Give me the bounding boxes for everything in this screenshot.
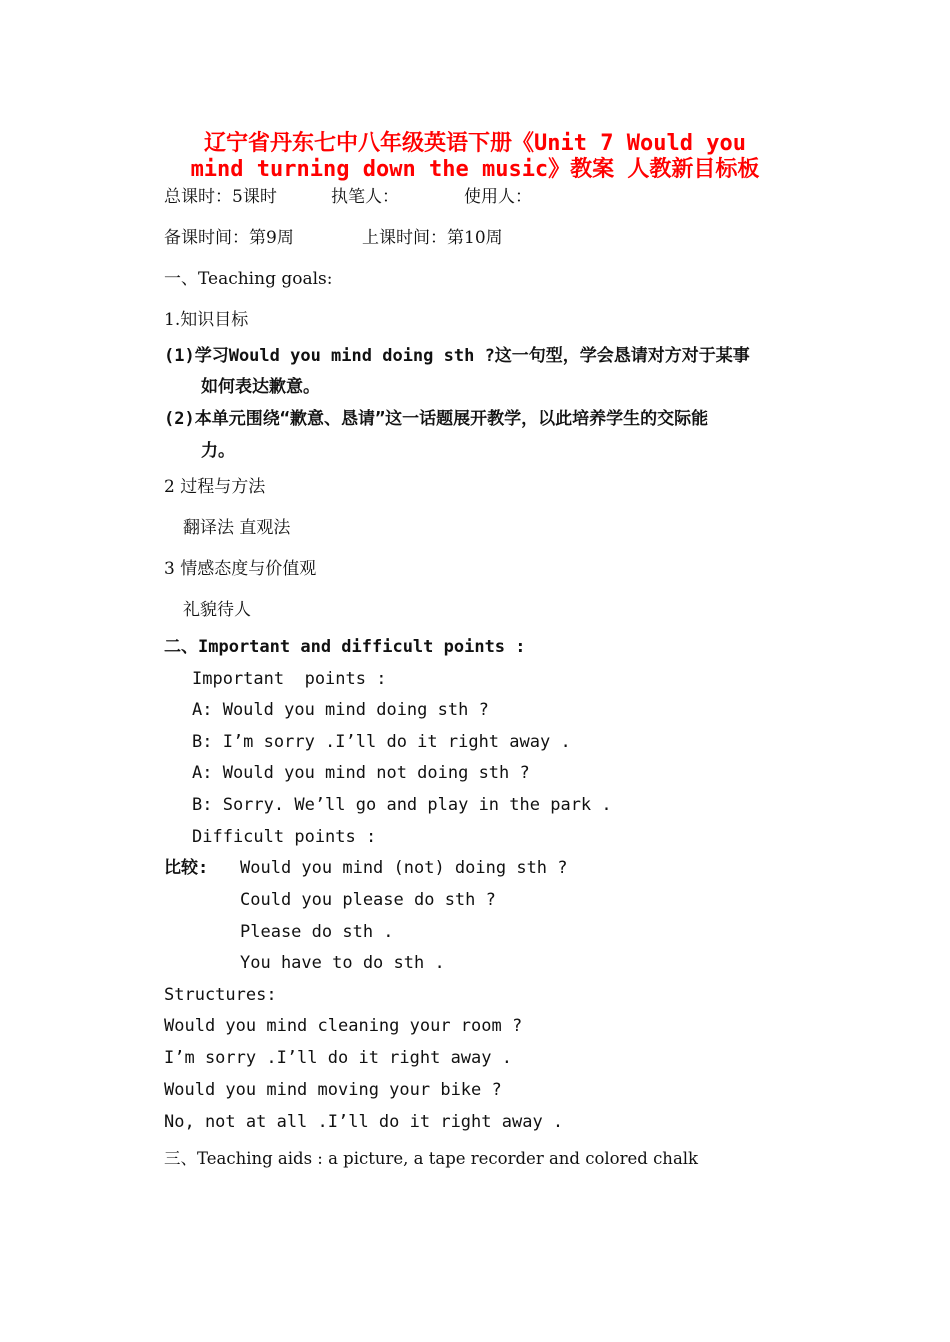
process-method-text: 翻译法 直观法 [183, 518, 291, 538]
structure-line: Would you mind cleaning your room ? [164, 1016, 523, 1036]
document-title-line-2: mind turning down the music》教案 人教新目标板 [190, 157, 760, 182]
knowledge-goal-2-line-2: 力。 [201, 441, 235, 461]
compare-line: You have to do sth . [240, 953, 445, 973]
document-title-line-1: 辽宁省丹东七中八年级英语下册《Unit 7 Would you [204, 131, 746, 156]
prep-time: 备课时间：第9周 [164, 228, 294, 248]
author-label: 执笔人： [331, 187, 399, 207]
structure-line: No, not at all .I’ll do it right away . [164, 1112, 564, 1132]
compare-line: Could you please do sth ? [240, 890, 496, 910]
compare-line: Please do sth . [240, 922, 394, 942]
important-points-label: Important points : [192, 669, 387, 689]
knowledge-goal-1-line-1: (1)学习Would you mind doing sth ?这一句型，学会恳请对方对于某事 [164, 346, 750, 366]
compare-label: 比较: [164, 858, 209, 878]
compare-line: Would you mind (not) doing sth ? [240, 858, 568, 878]
important-point-line: A: Would you mind not doing sth ? [192, 763, 530, 783]
key-points-heading: 二、Important and difficult points : [164, 637, 526, 657]
teaching-goals-heading: 一、Teaching goals: [164, 269, 333, 289]
process-method-heading: 2 过程与方法 [164, 477, 266, 497]
important-point-line: A: Would you mind doing sth ? [192, 700, 489, 720]
user-label: 使用人： [464, 187, 532, 207]
structure-line: Would you mind moving your bike ? [164, 1080, 502, 1100]
important-point-line: B: Sorry. We’ll go and play in the park . [192, 795, 612, 815]
knowledge-goal-1-line-2: 如何表达歉意。 [201, 377, 320, 397]
difficult-points-label: Difficult points : [192, 827, 377, 847]
class-time: 上课时间：第10周 [362, 228, 503, 248]
emotion-values-text: 礼貌待人 [183, 600, 251, 620]
knowledge-goals-heading: 1.知识目标 [164, 310, 249, 330]
important-point-line: B: I’m sorry .I’ll do it right away . [192, 732, 571, 752]
structure-line: I’m sorry .I’ll do it right away . [164, 1048, 512, 1068]
teaching-aids-heading: 三、Teaching aids : a picture, a tape recorder and colored chalk [164, 1149, 699, 1168]
knowledge-goal-2-line-1: (2)本单元围绕“歉意、恳请”这一话题展开教学，以此培养学生的交际能 [164, 409, 709, 429]
total-hours: 总课时：5课时 [164, 187, 277, 207]
emotion-values-heading: 3 情感态度与价值观 [164, 559, 317, 579]
structures-label: Structures: [164, 985, 277, 1005]
